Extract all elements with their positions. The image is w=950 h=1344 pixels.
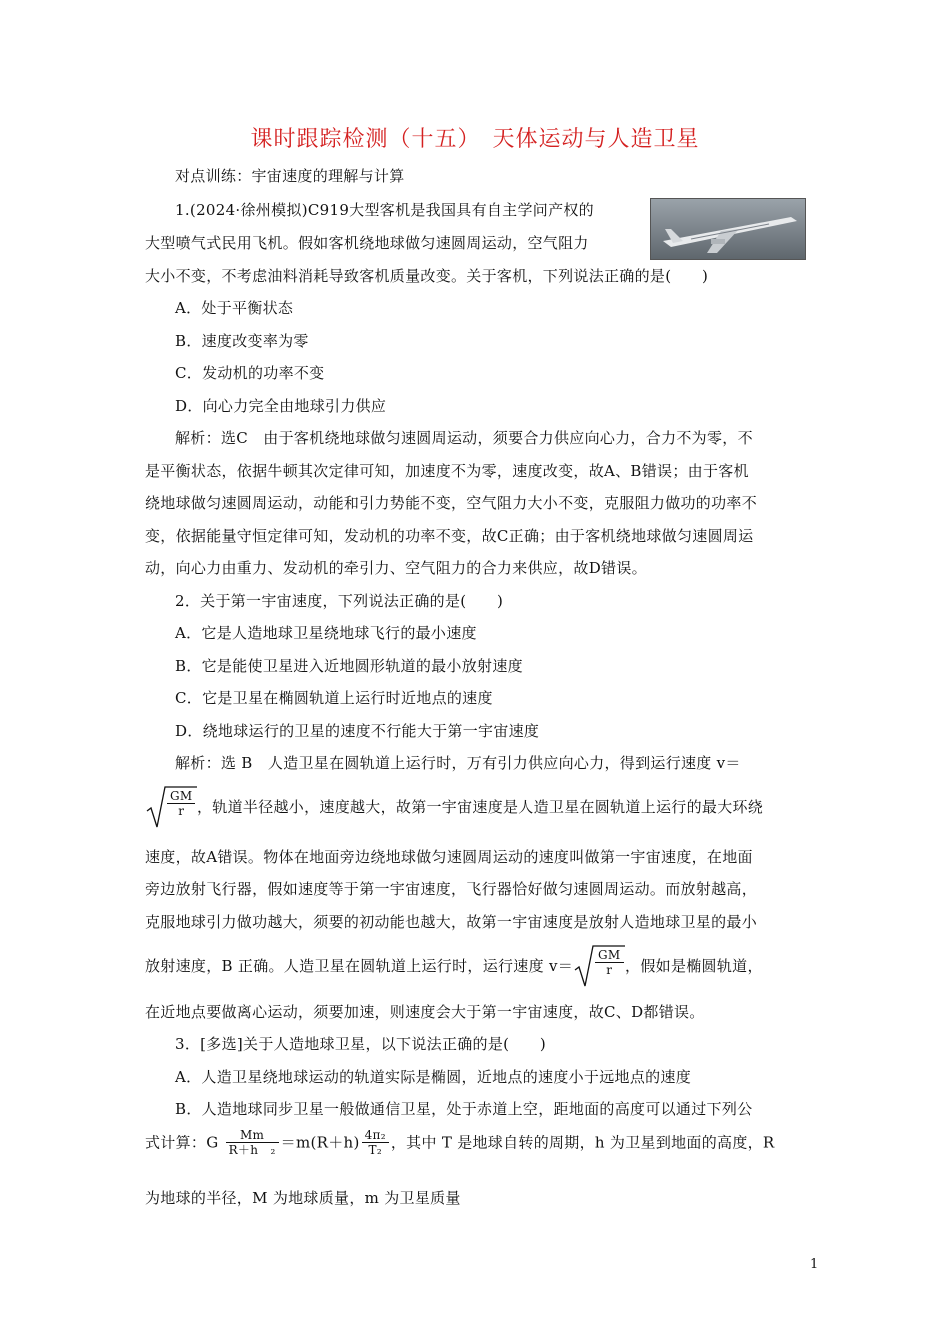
q1-answer-line2: 是平衡状态，依据牛顿其次定律可知，加速度不为零，速度改变，故A、B错误；由于客机	[145, 462, 749, 480]
fraction-mm-denominator: R＋h ₂	[228, 1143, 276, 1157]
airplane-image	[650, 198, 806, 260]
q1-answer-line1: 解析：选C 由于客机绕地球做匀速圆周运动，须要合力供应向心力，合力不为零，不	[175, 429, 753, 447]
page-title: 课时跟踪检测（十五） 天体运动与人造卫星	[250, 127, 700, 152]
q1-option-c: C．发动机的功率不变	[175, 364, 325, 382]
q1-stem-line1: 1.(2024·徐州模拟)C919大型客机是我国具有自主学问产权的	[175, 201, 594, 219]
frac-denominator: r	[178, 804, 185, 818]
q2-answer-line6-b: ，假如是椭圆轨道，	[625, 957, 763, 975]
q2-answer-line6-a: 放射速度，B 正确。人造卫星在圆轨道上运行时，运行速度 v＝	[145, 957, 574, 975]
q1-option-a: A．处于平衡状态	[175, 299, 294, 317]
q2-answer-line6	[145, 944, 810, 992]
q3-option-b-line2	[145, 1128, 810, 1172]
q2-answer-line2	[145, 785, 810, 833]
fraction-4pi2-over-t2	[362, 1128, 389, 1157]
q2-option-c: C．它是卫星在椭圆轨道上运行时近地点的速度	[175, 689, 493, 707]
q3-option-a: A．人造卫星绕地球运动的轨道实际是椭圆，近地点的速度小于远地点的速度	[175, 1068, 692, 1086]
q1-stem-line2: 大型喷气式民用飞机。假如客机绕地球做匀速圆周运动，空气阻力	[145, 234, 589, 252]
q3-option-b-line1: B．人造地球同步卫星一般做通信卫星，处于赤道上空，距地面的高度可以通过下列公	[175, 1100, 753, 1118]
fraction-4pi2-numerator: 4π₂	[362, 1128, 389, 1143]
q3-option-b-line3: 为地球的半径，M 为地球质量，m 为卫星质量	[145, 1189, 461, 1207]
q2-option-a: A．它是人造地球卫星绕地球飞行的最小速度	[175, 624, 477, 642]
q3-stem: 3．[多选]关于人造地球卫星，以下说法正确的是( )	[175, 1035, 547, 1053]
frac-denominator-2: r	[606, 963, 613, 977]
fraction-4pi2-denominator: T₂	[368, 1143, 382, 1157]
q1-answer-line4: 变，依据能量守恒定律可知，发动机的功率不变，故C正确；由于客机绕地球做匀速圆周运	[145, 527, 754, 545]
q2-answer-line1: 解析：选 B 人造卫星在圆轨道上运行时，万有引力供应向心力，得到运行速度 v＝	[175, 754, 741, 772]
q2-option-b: B．它是能使卫星进入近地圆形轨道的最小放射速度	[175, 657, 523, 675]
q1-option-d: D．向心力完全由地球引力供应	[175, 397, 387, 415]
q1-answer-line3: 绕地球做匀速圆周运动，动能和引力势能不变，空气阻力大小不变，克服阻力做功的功率不	[145, 494, 758, 512]
q2-answer-line7: 在近地点要做离心运动，须要加速，则速度会大于第一宇宙速度，故C、D都错误。	[145, 1003, 705, 1021]
sqrt-gm-over-r-2	[573, 944, 625, 988]
q1-stem-line3: 大小不变，不考虑油料消耗导致客机质量改变。关于客机，下列说法正确的是( )	[145, 267, 709, 285]
q2-answer-line4: 旁边放射飞行器，假如速度等于第一宇宙速度，飞行器恰好做匀速圆周运动。而放射越高，	[145, 880, 758, 898]
formula-middle: ＝m(R＋h)	[280, 1133, 360, 1152]
q2-answer-line3: 速度，故A错误。物体在地面旁边绕地球做匀速圆周运动的速度叫做第一宇宙速度，在地面	[145, 848, 753, 866]
formula-prefix: 式计算：G	[145, 1133, 219, 1152]
q2-option-d: D．绕地球运行的卫星的速度不行能大于第一宇宙速度	[175, 722, 540, 740]
fraction-mm-numerator: Mm	[226, 1128, 279, 1143]
q2-answer-line2-text: ，轨道半径越小，速度越大，故第一宇宙速度是人造卫星在圆轨道上运行的最大环绕	[197, 798, 764, 816]
sqrt-gm-over-r	[145, 785, 197, 829]
q2-stem: 2．关于第一宇宙速度，下列说法正确的是( )	[175, 592, 504, 610]
page-number: 1	[810, 1257, 819, 1272]
formula-suffix: ，其中 T 是地球自转的周期，h 为卫星到地面的高度，R	[390, 1133, 775, 1152]
q1-answer-line5: 动，向心力由重力、发动机的牵引力、空气阻力的合力来供应，故D错误。	[145, 559, 647, 577]
q2-answer-line5: 克服地球引力做功越大，须要的初动能也越大，故第一宇宙速度是放射人造地球卫星的最小	[145, 913, 758, 931]
section-heading: 对点训练：宇宙速度的理解与计算	[175, 167, 405, 185]
fraction-mm-over-rh	[226, 1128, 279, 1157]
frac-numerator: GM	[167, 789, 195, 804]
frac-numerator-2: GM	[595, 948, 623, 963]
q1-option-b: B．速度改变率为零	[175, 332, 309, 350]
